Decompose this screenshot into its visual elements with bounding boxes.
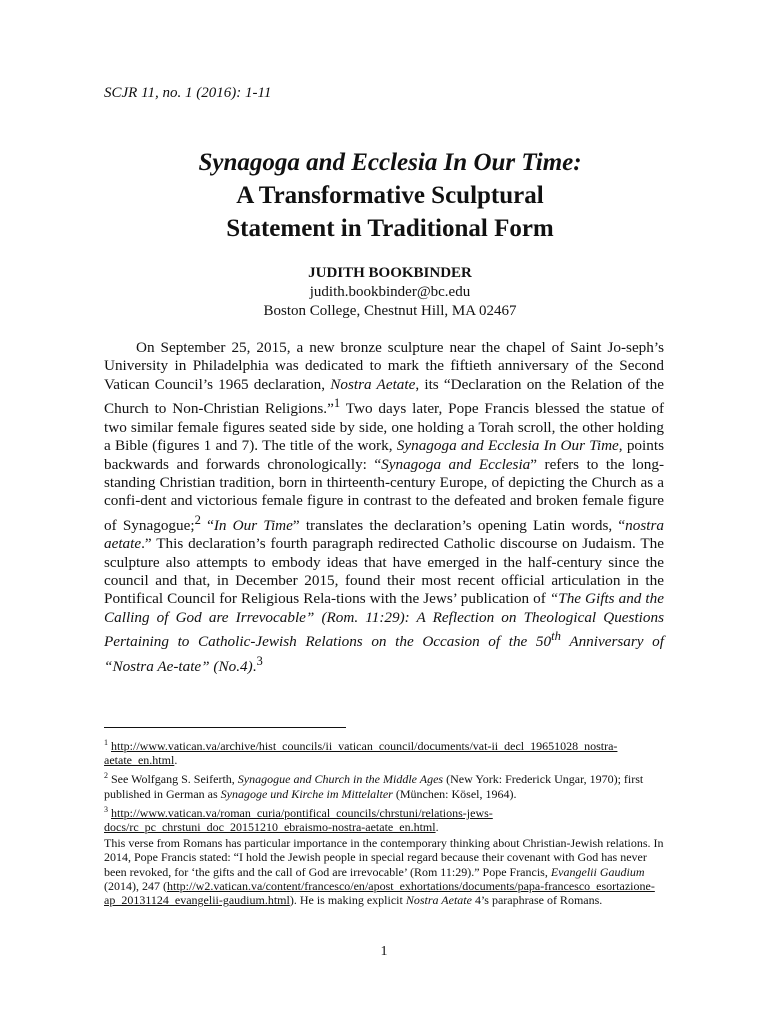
footnote-number: 2: [104, 771, 108, 781]
footnote-link[interactable]: http://www.vatican.va/archive/hist_councils/ii_vatican_council/documents/vat-ii_decl_19651028_nostra-aetate_en.html: [104, 739, 618, 768]
body-text: ” translates the declaration’s opening Latin words, “: [292, 516, 626, 534]
footnote-1: [104, 736, 664, 767]
body-text: On September 25, 2015, a new bronze sculpture near the chapel of Saint Jo-seph’s University in Philadelphia was dedicated to mark the fiftieth anniversary of the Second Vatican Council’s 1965 declaration,: [104, 339, 664, 393]
footnote-italic: Evangelii Gaudium: [550, 864, 645, 879]
body-text: “: [200, 516, 214, 534]
body-italic: Nostra Aetate: [330, 375, 416, 393]
footnote-italic: Synagoge und Kirche im Mittelalter: [220, 786, 393, 801]
footnote-ref-3[interactable]: 3: [256, 653, 263, 668]
footnote-italic: Nostra Aetate: [405, 893, 472, 908]
footnote-3-continued: [104, 836, 664, 907]
body-text: , its “Declaration on the Relation of the Church to Non-Christian Religions.”: [104, 375, 664, 418]
body-italic: “The Gifts and the Calling of God are Irrevocable” (Rom. 11:29): A Reflection on Theological Questions Pertaining to Catholic-Jewish Relations on the Occasion of the 50: [104, 590, 664, 651]
journal-citation: SCJR 11, no. 1 (2016): 1-11: [104, 85, 272, 101]
title-line-3: Statement in Traditional Form: [226, 215, 554, 242]
footnote-number: 3: [104, 804, 108, 814]
body-text: .: [252, 657, 257, 675]
footnote-text: (München: Kösel, 1964).: [392, 786, 517, 801]
article-title: [100, 146, 680, 245]
body-superscript: th: [551, 629, 561, 644]
body-italic: Anniversary of “Nostra Ae-tate” (No.4): [104, 633, 664, 675]
footnote-text: (New York: Frederick Ungar, 1970); first published in German as: [104, 772, 644, 801]
footnote-ref-2[interactable]: 2: [194, 512, 201, 527]
body-paragraph: [104, 339, 664, 676]
footnote-2: [104, 769, 664, 800]
footnote-divider: [104, 727, 346, 728]
author-affiliation: Boston College, Chestnut Hill, MA 02467: [263, 303, 517, 319]
body-italic: Synagoga and Ecclesia In Our Time: [396, 437, 619, 455]
author-email[interactable]: judith.bookbinder@bc.edu: [309, 284, 471, 300]
footnote-link[interactable]: http://w2.vatican.va/content/francesco/en/apost_exhortations/documents/papa-francesco_esortazione-ap_20131124_evangelii-gaudium.html: [104, 878, 655, 908]
footnote-text: .: [174, 753, 178, 768]
footnote-text: ). He is making explicit: [289, 893, 406, 908]
footnotes: [104, 736, 664, 909]
page-number: 1: [380, 944, 388, 959]
title-line-2: A Transformative Sculptural: [236, 182, 544, 209]
footnote-text: This verse from Romans has particular importance in the contemporary thinking about Christian-Jewish relations. In 2014, Pope Francis stated: “I hold the Jewish people in special regard because their covenant with God has never been revoked, for ‘the gifts and the call of God are irrevocable’ (Rom 11:29).” Pope Francis,: [104, 836, 664, 879]
body-italic: Synagoga and Ecclesia: [381, 455, 531, 473]
footnote-text: (2014), 247 (: [104, 878, 167, 893]
body-text: Two days later, Pope Francis blessed the statue of two similar female figures seated side by side, one holding a Torah scroll, the other holding a Bible (figures 1 and 7). The title of the work,: [104, 400, 664, 455]
author-name: JUDITH BOOKBINDER: [308, 265, 472, 281]
author-block: [100, 264, 680, 321]
body-text: , points backwards and forwards chronologically: “: [104, 437, 664, 473]
footnote-italic: Synagogue and Church in the Middle Ages: [237, 772, 444, 787]
footnote-text: 4’s paraphrase of Romans.: [471, 893, 603, 908]
footnote-link[interactable]: http://www.vatican.va/roman_curia/pontifical_councils/chrstuni/relations-jews-docs/rc_pc_chrstuni_doc_20151210_ebraismo-nostra-aetate_en.html: [104, 805, 493, 835]
footnote-number: 1: [104, 738, 108, 747]
body-text: .” This declaration’s fourth paragraph redirected Catholic discourse on Judaism. The sculpture also attempts to embody ideas that have emerged in the half-century since the council and that, in December 2015, found their most recent official articulation in the Pontifical Council for Religious Rela-tions with the Jews’ publication of: [104, 535, 664, 608]
footnote-ref-1[interactable]: 1: [333, 396, 341, 411]
footnote-text: .: [435, 820, 439, 835]
body-text: ” refers to the long-standing Christian tradition, born in thirteenth-century Europe, of depicting the Church as a confi-dent and victorious female figure in contrast to the defeated and broken female figure of Synagogue;: [104, 455, 665, 534]
body-italic: In Our Time: [213, 516, 293, 534]
title-line-1: Synagoga and Ecclesia In Our Time:: [198, 149, 582, 176]
footnote-3: [104, 803, 664, 834]
body-italic: nostra aetate: [104, 516, 664, 553]
footnote-text: See Wolfgang S. Seiferth,: [108, 772, 238, 787]
